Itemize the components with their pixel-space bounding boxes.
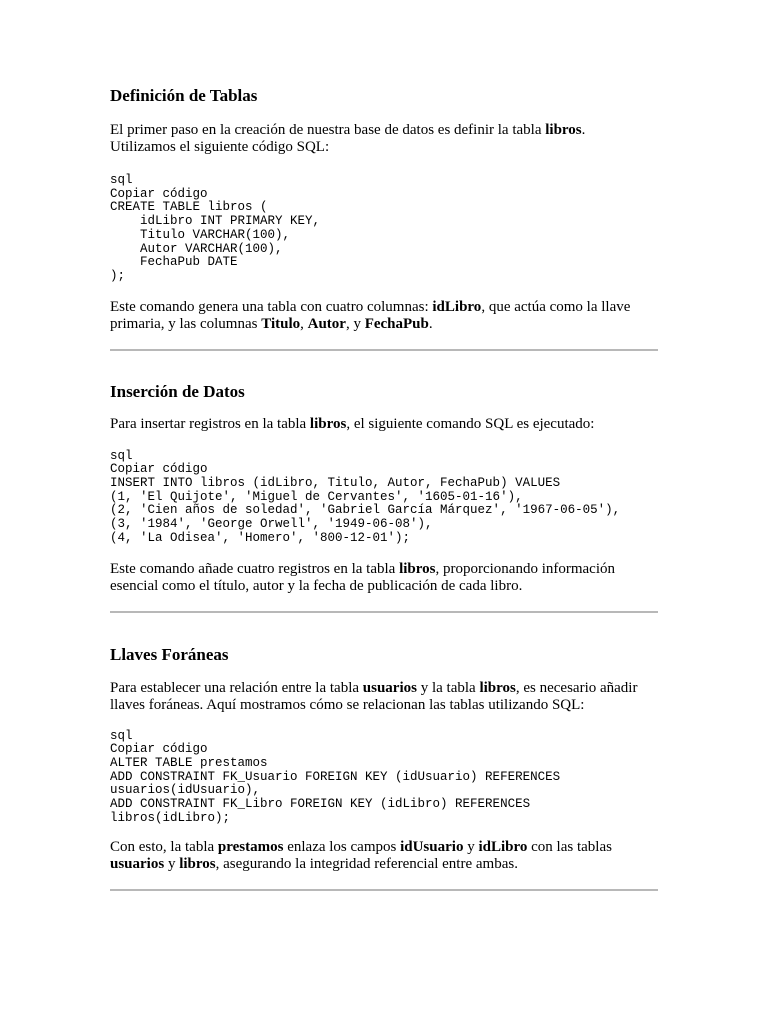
- code-line: idLibro INT PRIMARY KEY,: [110, 214, 321, 229]
- code-line: (2, 'Cien años de soledad', 'Gabriel García Márquez', '1967-06-05'),: [110, 503, 621, 518]
- code-lines: [110, 757, 658, 826]
- code-language-label: sql: [110, 728, 133, 743]
- bold-term: Autor: [307, 315, 346, 332]
- code-line: );: [110, 268, 126, 283]
- bold-term: libros: [309, 415, 347, 432]
- code-lines: [110, 201, 658, 283]
- code-line: libros(idLibro);: [110, 810, 231, 825]
- code-line: (1, 'El Quijote', 'Miguel de Cervantes', '1605-01-16'),: [110, 489, 523, 504]
- section-divider: [110, 349, 658, 351]
- code-line: (3, '1984', 'George Orwell', '1949-06-08'),: [110, 517, 433, 532]
- code-language-label: sql: [110, 448, 133, 463]
- bold-term: libros: [479, 679, 516, 696]
- bold-term: FechaPub: [364, 315, 429, 332]
- bold-term: libros: [399, 560, 436, 577]
- bold-term: idLibro: [478, 839, 528, 856]
- bold-term: idLibro: [432, 298, 482, 315]
- bold-term: libros: [545, 122, 582, 138]
- section-title-llaves: Llaves Foráneas: [110, 644, 229, 664]
- code-line: usuarios(idUsuario),: [110, 783, 261, 798]
- code-line: Autor VARCHAR(100),: [110, 241, 283, 256]
- document-page: [110, 86, 658, 891]
- bold-term: Titulo: [261, 315, 301, 332]
- code-line: INSERT INTO libros (idLibro, Titulo, Autor, FechaPub) VALUES: [110, 476, 561, 491]
- bold-term: libros: [179, 856, 216, 873]
- section-divider: [110, 889, 658, 891]
- section-intro-paragraph: Para insertar registros en la tabla libros, el siguiente comando SQL es ejecutado:: [110, 415, 595, 432]
- code-line: FechaPub DATE: [110, 255, 238, 270]
- section-outro-paragraph: Este comando genera una tabla con cuatro columnas: idLibro, que actúa como la llave primaria, y las columnas Titulo, Autor, y FechaPub.: [110, 298, 631, 332]
- section-title-insercion: Inserción de Datos: [110, 381, 245, 401]
- code-line: Titulo VARCHAR(100),: [110, 227, 291, 242]
- section-intro-paragraph: Para establecer una relación entre la tabla usuarios y la tabla libros, es necesario añadir llaves foráneas. Aquí mostramos cómo se relacionan las tablas utilizando SQL:: [110, 679, 638, 713]
- bold-term: usuarios: [110, 856, 165, 873]
- code-line: (4, 'La Odisea', 'Homero', '800-12-01');: [110, 530, 411, 545]
- code-lines: [110, 477, 658, 546]
- sql-code-block: [110, 450, 658, 546]
- code-line: CREATE TABLE libros (: [110, 200, 268, 215]
- code-language-label: sql: [110, 173, 133, 187]
- section-outro-paragraph: Este comando añade cuatro registros en la tabla libros, proporcionando información esencial como el título, autor y la fecha de publicación de cada libro.: [110, 560, 615, 594]
- sql-code-block: [110, 174, 658, 284]
- copy-code-button[interactable]: Copiar código: [110, 742, 208, 757]
- code-line: ALTER TABLE prestamos: [110, 755, 268, 770]
- copy-code-button[interactable]: Copiar código: [110, 462, 208, 477]
- section-outro-paragraph: Con esto, la tabla prestamos enlaza los campos idUsuario y idLibro con las tablas usuarios y libros, asegurando la integridad referencial entre ambas.: [110, 839, 612, 873]
- bold-term: idUsuario: [400, 839, 464, 856]
- code-line: ADD CONSTRAINT FK_Libro FOREIGN KEY (idLibro) REFERENCES: [110, 797, 531, 812]
- bold-term: usuarios: [362, 679, 417, 696]
- section-title-definicion: Definición de Tablas: [110, 86, 258, 105]
- copy-code-button[interactable]: Copiar código: [110, 186, 208, 201]
- bold-term: prestamos: [217, 839, 284, 856]
- section-intro-paragraph: El primer paso en la creación de nuestra base de datos es definir la tabla libros. Utilizamos el siguiente código SQL:: [110, 122, 586, 155]
- code-line: ADD CONSTRAINT FK_Usuario FOREIGN KEY (idUsuario) REFERENCES: [110, 769, 561, 784]
- sql-code-block: [110, 730, 658, 826]
- section-divider: [110, 611, 658, 613]
